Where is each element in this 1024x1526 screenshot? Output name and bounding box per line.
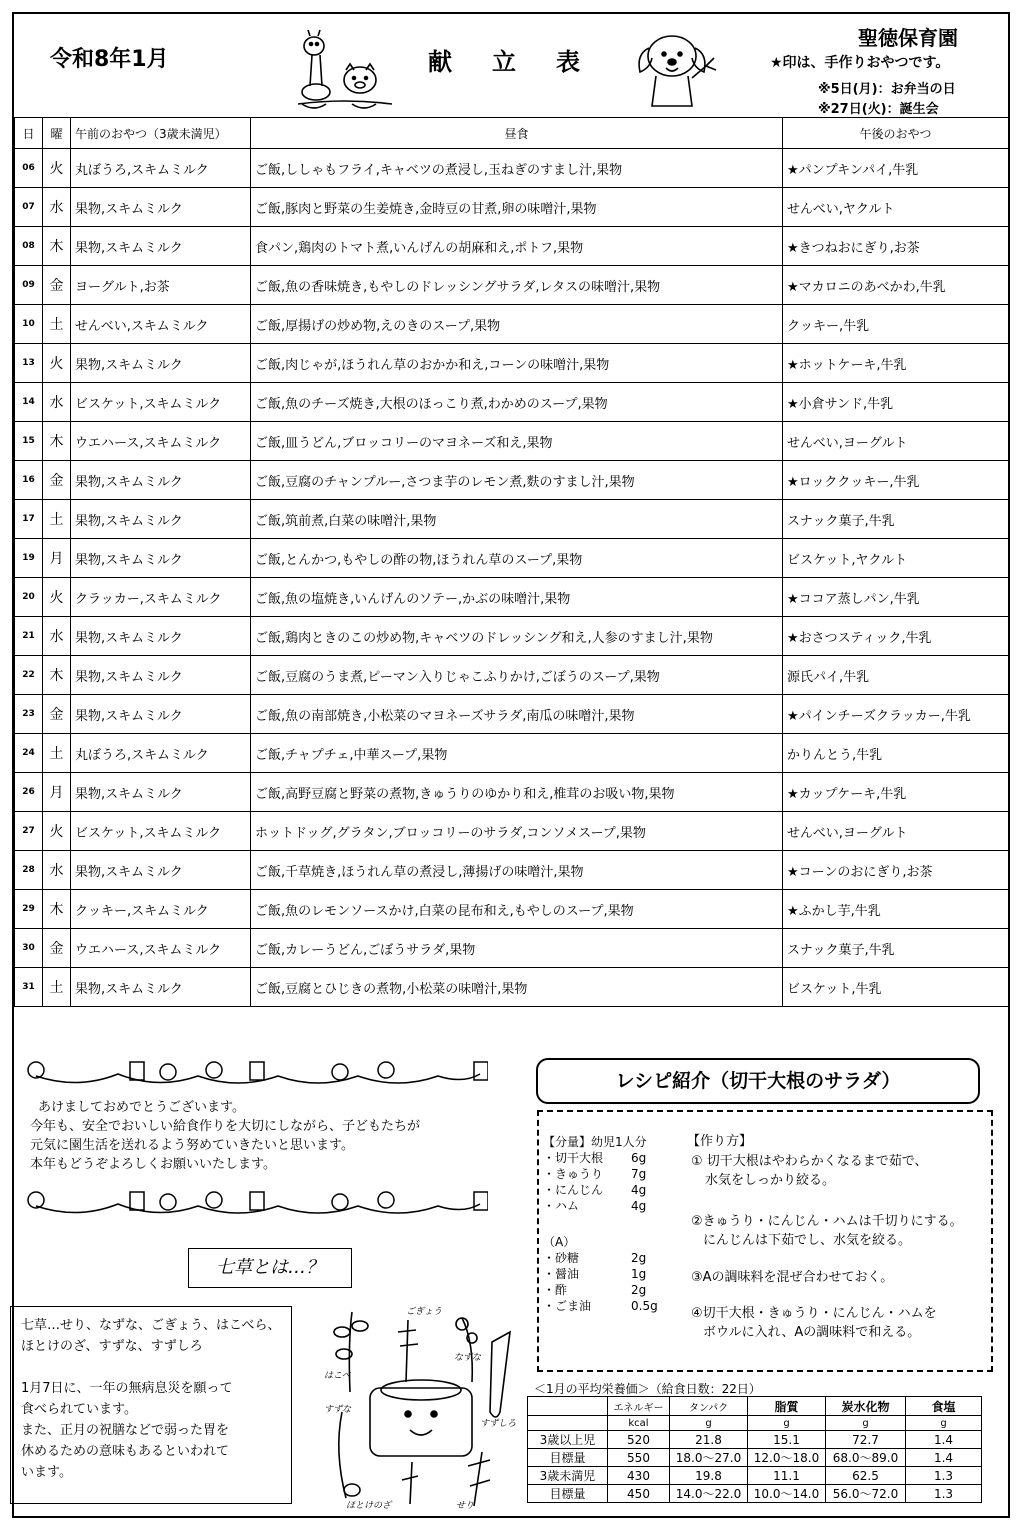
nutrition-unit: g bbox=[748, 1416, 826, 1431]
weekday-cell: 火 bbox=[43, 149, 71, 188]
lunch-cell: ご飯,とんかつ,もやしの酢の物,ほうれん草のスープ,果物 bbox=[251, 539, 783, 578]
table-row bbox=[15, 461, 1009, 500]
am-snack-cell: クラッカー,スキムミルク bbox=[71, 578, 251, 617]
weekday-cell: 木 bbox=[43, 890, 71, 929]
nutrition-value: 520 bbox=[608, 1431, 670, 1449]
lunch-cell: ご飯,チャプチェ,中華スープ,果物 bbox=[251, 734, 783, 773]
am-snack-cell: 果物,スキムミルク bbox=[71, 656, 251, 695]
giraffe-pig-illustration bbox=[290, 28, 400, 112]
seasoning-item: ・酢 2g bbox=[543, 1283, 647, 1297]
pm-snack-cell: ★カップケーキ,牛乳 bbox=[783, 773, 1009, 812]
nanakusa-line bbox=[21, 1357, 281, 1378]
weekday-cell: 月 bbox=[43, 773, 71, 812]
nanakusa-line: 食べられています。 bbox=[21, 1402, 137, 1417]
lunch-cell: ご飯,鶏肉ときのこの炒め物,キャベツのドレッシング和え,人参のすまし汁,果物 bbox=[251, 617, 783, 656]
lunch-cell: ご飯,皿うどん,ブロッコリーのマヨネーズ和え,果物 bbox=[251, 422, 783, 461]
pm-snack-cell: かりんとう,牛乳 bbox=[783, 734, 1009, 773]
lunch-cell: ご飯,魚のチーズ焼き,大根のほっこり煮,わかめのスープ,果物 bbox=[251, 383, 783, 422]
nutrition-unit: kcal bbox=[608, 1416, 670, 1431]
nutrition-header-row bbox=[528, 1397, 982, 1416]
pm-snack-cell: ★小倉サンド,牛乳 bbox=[783, 383, 1009, 422]
day-cell: 27 bbox=[15, 812, 43, 851]
weekday-cell: 木 bbox=[43, 422, 71, 461]
table-row bbox=[15, 149, 1009, 188]
am-snack-cell: ヨーグルト,お茶 bbox=[71, 266, 251, 305]
garland-bottom bbox=[18, 1184, 488, 1224]
day-cell: 08 bbox=[15, 227, 43, 266]
am-snack-cell: 果物,スキムミルク bbox=[71, 695, 251, 734]
am-snack-cell: クッキー,スキムミルク bbox=[71, 890, 251, 929]
day-cell: 21 bbox=[15, 617, 43, 656]
nutrition-header bbox=[528, 1397, 608, 1416]
day-cell: 07 bbox=[15, 188, 43, 227]
table-row bbox=[15, 539, 1009, 578]
am-snack-cell: 果物,スキムミルク bbox=[71, 188, 251, 227]
table-row bbox=[15, 890, 1009, 929]
am-snack-cell: せんべい,スキムミルク bbox=[71, 305, 251, 344]
pm-snack-cell: 源氏パイ,牛乳 bbox=[783, 656, 1009, 695]
table-row bbox=[15, 227, 1009, 266]
pm-snack-cell: ★パンプキンパイ,牛乳 bbox=[783, 149, 1009, 188]
lunch-cell: ご飯,カレーうどん,ごぼうサラダ,果物 bbox=[251, 929, 783, 968]
ingredient-item: ・切干大根 6g bbox=[543, 1151, 647, 1165]
recipe-title: レシピ紹介（切干大根のサラダ） bbox=[536, 1058, 980, 1104]
am-snack-cell: ウエハース,スキムミルク bbox=[71, 422, 251, 461]
table-row bbox=[15, 578, 1009, 617]
weekday-cell: 土 bbox=[43, 734, 71, 773]
day-cell: 22 bbox=[15, 656, 43, 695]
day-cell: 26 bbox=[15, 773, 43, 812]
day-cell: 13 bbox=[15, 344, 43, 383]
herb-label: はこべ bbox=[324, 1371, 351, 1381]
nutrition-header: 炭水化物 bbox=[826, 1397, 906, 1416]
menu-title: 献立表 bbox=[428, 48, 620, 76]
nutrition-header: 脂質 bbox=[748, 1397, 826, 1416]
weekday-cell: 金 bbox=[43, 929, 71, 968]
nutrition-row-label: 目標量 bbox=[528, 1449, 608, 1467]
day-cell: 29 bbox=[15, 890, 43, 929]
nanakusa-line: 七草…せり、なずな、ごぎょう、はこべら、 bbox=[21, 1318, 281, 1333]
nanakusa-title: 七草とは…？ bbox=[188, 1248, 352, 1288]
greeting-text bbox=[30, 1098, 420, 1174]
day-cell: 10 bbox=[15, 305, 43, 344]
school-name: 聖徳保育園 bbox=[858, 26, 958, 50]
method-step: ① 切干大根はやわらかくなるまで茹で、 bbox=[691, 1154, 928, 1169]
pm-snack-cell: ★ココア蒸しパン,牛乳 bbox=[783, 578, 1009, 617]
nutrition-header: 食塩 bbox=[906, 1397, 982, 1416]
day-cell: 20 bbox=[15, 578, 43, 617]
bento-note: ※5日(月)：お弁当の日 bbox=[818, 82, 956, 97]
nutrition-row-label: 3歳未満児 bbox=[528, 1467, 608, 1485]
am-snack-cell: ビスケット,スキムミルク bbox=[71, 383, 251, 422]
nutrition-unit bbox=[528, 1416, 608, 1431]
ingredient-item: ・にんじん 4g bbox=[543, 1183, 647, 1197]
table-row bbox=[15, 305, 1009, 344]
nanakusa-line: 休めるための意味もあるといわれて bbox=[21, 1444, 230, 1459]
pm-snack-cell: スナック菓子,牛乳 bbox=[783, 929, 1009, 968]
greeting-line: 本年もどうぞよろしくお願いいたします。 bbox=[30, 1157, 276, 1172]
table-header-row bbox=[15, 118, 1009, 149]
herb-label: せり bbox=[456, 1501, 475, 1510]
nutrition-value: 11.1 bbox=[748, 1467, 826, 1485]
lunch-cell: ホットドッグ,グラタン,ブロッコリーのサラダ,コンソメスープ,果物 bbox=[251, 812, 783, 851]
day-cell: 06 bbox=[15, 149, 43, 188]
lunch-cell: ご飯,魚のレモンソースかけ,白菜の昆布和え,もやしのスープ,果物 bbox=[251, 890, 783, 929]
col-lunch: 昼食 bbox=[251, 118, 783, 149]
pm-snack-cell: ビスケット,牛乳 bbox=[783, 968, 1009, 1007]
am-snack-cell: ウエハース,スキムミルク bbox=[71, 929, 251, 968]
table-row bbox=[15, 734, 1009, 773]
am-snack-cell: 果物,スキムミルク bbox=[71, 851, 251, 890]
greeting-line: 元気に園生活を送れるよう努めていきたいと思います。 bbox=[30, 1138, 354, 1153]
seven-herbs-illustration bbox=[322, 1302, 522, 1510]
table-row bbox=[15, 500, 1009, 539]
ingredient-item: ・きゅうり 7g bbox=[543, 1167, 647, 1181]
seasoning-list bbox=[543, 1250, 658, 1314]
pm-snack-cell: せんべい,ヤクルト bbox=[783, 188, 1009, 227]
nutrition-value: 1.3 bbox=[906, 1485, 982, 1503]
day-cell: 15 bbox=[15, 422, 43, 461]
birthday-note: ※27日(火)：誕生会 bbox=[818, 102, 939, 117]
lunch-cell: ご飯,ししゃもフライ,キャベツの煮浸し,玉ねぎのすまし汁,果物 bbox=[251, 149, 783, 188]
method-step: ④切干大根・きゅうり・にんじん・ハムを bbox=[691, 1306, 937, 1321]
table-row bbox=[15, 266, 1009, 305]
pm-snack-cell: ★ふかし芋,牛乳 bbox=[783, 890, 1009, 929]
seasoning-label: （A） bbox=[543, 1235, 576, 1249]
nutrition-value: 56.0～72.0 bbox=[826, 1485, 906, 1503]
nutrition-value: 450 bbox=[608, 1485, 670, 1503]
am-snack-cell: 果物,スキムミルク bbox=[71, 461, 251, 500]
weekday-cell: 金 bbox=[43, 695, 71, 734]
nutrition-row bbox=[528, 1449, 982, 1467]
nutrition-unit-row bbox=[528, 1416, 982, 1431]
am-snack-cell: 果物,スキムミルク bbox=[71, 344, 251, 383]
nutrition-unit: g bbox=[906, 1416, 982, 1431]
day-cell: 30 bbox=[15, 929, 43, 968]
weekday-cell: 木 bbox=[43, 656, 71, 695]
nutrition-title: ＜1月の平均栄養価＞（給食日数：22日） bbox=[534, 1382, 761, 1396]
weekday-cell: 金 bbox=[43, 266, 71, 305]
weekday-cell: 水 bbox=[43, 617, 71, 656]
lunch-cell: ご飯,豆腐とひじきの煮物,小松菜の味噌汁,果物 bbox=[251, 968, 783, 1007]
nutrition-value: 72.7 bbox=[826, 1431, 906, 1449]
nutrition-value: 10.0～14.0 bbox=[748, 1485, 826, 1503]
herb-label: なずな bbox=[454, 1353, 482, 1363]
am-snack-cell: 果物,スキムミルク bbox=[71, 617, 251, 656]
col-pm-snack: 午後のおやつ bbox=[783, 118, 1009, 149]
nutrition-unit: g bbox=[826, 1416, 906, 1431]
star-note: ★印は、手作りおやつです。 bbox=[770, 55, 950, 71]
pm-snack-cell: せんべい,ヨーグルト bbox=[783, 422, 1009, 461]
method-step: ボウルに入れ、Aの調味料で和える。 bbox=[703, 1325, 921, 1340]
lunch-cell: ご飯,厚揚げの炒め物,えのきのスープ,果物 bbox=[251, 305, 783, 344]
dog-illustration bbox=[622, 28, 722, 112]
portion-label: 【分量】幼児1人分 bbox=[543, 1135, 647, 1149]
weekday-cell: 土 bbox=[43, 305, 71, 344]
am-snack-cell: 果物,スキムミルク bbox=[71, 500, 251, 539]
table-row bbox=[15, 383, 1009, 422]
method-step: ③Aの調味料を混ぜ合わせておく。 bbox=[691, 1270, 894, 1285]
lunch-cell: ご飯,豆腐のチャンプルー,さつま芋のレモン煮,麩のすまし汁,果物 bbox=[251, 461, 783, 500]
pm-snack-cell: クッキー,牛乳 bbox=[783, 305, 1009, 344]
day-cell: 14 bbox=[15, 383, 43, 422]
nutrition-value: 14.0～22.0 bbox=[670, 1485, 748, 1503]
lunch-cell: ご飯,千草焼き,ほうれん草の煮浸し,薄揚げの味噌汁,果物 bbox=[251, 851, 783, 890]
method-label: 【作り方】 bbox=[687, 1134, 753, 1149]
table-row bbox=[15, 188, 1009, 227]
nutrition-row-label: 3歳以上児 bbox=[528, 1431, 608, 1449]
pm-snack-cell: ★きつねおにぎり,お茶 bbox=[783, 227, 1009, 266]
nutrition-row-label: 目標量 bbox=[528, 1485, 608, 1503]
am-snack-cell: 果物,スキムミルク bbox=[71, 539, 251, 578]
nutrition-value: 19.8 bbox=[670, 1467, 748, 1485]
nutrition-value: 1.3 bbox=[906, 1467, 982, 1485]
herb-label: すずな bbox=[324, 1405, 352, 1415]
table-row bbox=[15, 773, 1009, 812]
pm-snack-cell: ★ロッククッキー,牛乳 bbox=[783, 461, 1009, 500]
day-cell: 28 bbox=[15, 851, 43, 890]
weekday-cell: 土 bbox=[43, 968, 71, 1007]
herb-label: ほとけのざ bbox=[346, 1501, 392, 1510]
lunch-cell: ご飯,筑前煮,白菜の味噌汁,果物 bbox=[251, 500, 783, 539]
method-step: にんじんは下茹でし、水気を絞る。 bbox=[703, 1233, 912, 1248]
table-row bbox=[15, 617, 1009, 656]
col-weekday: 曜 bbox=[43, 118, 71, 149]
nanakusa-text bbox=[10, 1306, 292, 1504]
greeting-line: 今年も、安全でおいしい給食作りを大切にしながら、子どもたちが bbox=[30, 1119, 421, 1134]
nutrition-unit: g bbox=[670, 1416, 748, 1431]
am-snack-cell: ビスケット,スキムミルク bbox=[71, 812, 251, 851]
nanakusa-line: ほとけのざ、すずな、すずしろ bbox=[21, 1339, 203, 1354]
lunch-cell: ご飯,魚の塩焼き,いんげんのソテー,かぶの味噌汁,果物 bbox=[251, 578, 783, 617]
am-snack-cell: 丸ぼうろ,スキムミルク bbox=[71, 734, 251, 773]
nutrition-value: 15.1 bbox=[748, 1431, 826, 1449]
lunch-cell: ご飯,魚の南部焼き,小松菜のマヨネーズサラダ,南瓜の味噌汁,果物 bbox=[251, 695, 783, 734]
table-row bbox=[15, 851, 1009, 890]
lunch-cell: ご飯,肉じゃが,ほうれん草のおかか和え,コーンの味噌汁,果物 bbox=[251, 344, 783, 383]
ingredient-list bbox=[543, 1150, 646, 1214]
day-cell: 16 bbox=[15, 461, 43, 500]
greeting-line: あけましておめでとうございます。 bbox=[38, 1100, 245, 1115]
nutrition-value: 1.4 bbox=[906, 1431, 982, 1449]
lunch-cell: 食パン,鶏肉のトマト煮,いんげんの胡麻和え,ポトフ,果物 bbox=[251, 227, 783, 266]
table-row bbox=[15, 422, 1009, 461]
nanakusa-line: また、正月の祝膳などで弱った胃を bbox=[21, 1423, 230, 1438]
nutrition-value: 62.5 bbox=[826, 1467, 906, 1485]
am-snack-cell: 果物,スキムミルク bbox=[71, 773, 251, 812]
nutrition-header: エネルギー bbox=[608, 1397, 670, 1416]
weekday-cell: 水 bbox=[43, 188, 71, 227]
lunch-cell: ご飯,豆腐のうま煮,ピーマン入りじゃこふりかけ,ごぼうのスープ,果物 bbox=[251, 656, 783, 695]
nutrition-row bbox=[528, 1467, 982, 1485]
lunch-cell: ご飯,魚の香味焼き,もやしのドレッシングサラダ,レタスの味噌汁,果物 bbox=[251, 266, 783, 305]
seasoning-item: ・ごま油 0.5g bbox=[543, 1299, 658, 1313]
menu-table bbox=[14, 117, 1009, 1007]
seasoning-item: ・醤油 1g bbox=[543, 1267, 647, 1281]
herb-label: すずしろ bbox=[480, 1419, 517, 1429]
day-cell: 17 bbox=[15, 500, 43, 539]
month-title: 令和8年1月 bbox=[50, 47, 169, 72]
nutrition-row bbox=[528, 1431, 982, 1449]
weekday-cell: 土 bbox=[43, 500, 71, 539]
table-row bbox=[15, 695, 1009, 734]
pm-snack-cell: ★パインチーズクラッカー,牛乳 bbox=[783, 695, 1009, 734]
method-step: ②きゅうり・にんじん・ハムは千切りにする。 bbox=[691, 1214, 963, 1229]
nutrition-value: 1.4 bbox=[906, 1449, 982, 1467]
garland-top bbox=[18, 1054, 488, 1094]
ingredient-item: ・ハム 4g bbox=[543, 1199, 647, 1213]
weekday-cell: 火 bbox=[43, 344, 71, 383]
weekday-cell: 火 bbox=[43, 812, 71, 851]
col-day: 日 bbox=[15, 118, 43, 149]
pm-snack-cell: ★おさつスティック,牛乳 bbox=[783, 617, 1009, 656]
am-snack-cell: 果物,スキムミルク bbox=[71, 227, 251, 266]
day-cell: 23 bbox=[15, 695, 43, 734]
pm-snack-cell: ★ホットケーキ,牛乳 bbox=[783, 344, 1009, 383]
herb-label: ごぎょう bbox=[406, 1307, 443, 1317]
nutrition-row bbox=[528, 1485, 982, 1503]
nutrition-value: 430 bbox=[608, 1467, 670, 1485]
lunch-cell: ご飯,豚肉と野菜の生姜焼き,金時豆の甘煮,卵の味噌汁,果物 bbox=[251, 188, 783, 227]
table-row bbox=[15, 968, 1009, 1007]
weekday-cell: 火 bbox=[43, 578, 71, 617]
day-cell: 19 bbox=[15, 539, 43, 578]
pm-snack-cell: スナック菓子,牛乳 bbox=[783, 500, 1009, 539]
nutrition-table bbox=[527, 1396, 982, 1503]
day-cell: 31 bbox=[15, 968, 43, 1007]
am-snack-cell: 丸ぼうろ,スキムミルク bbox=[71, 149, 251, 188]
method-step: 水気をしっかり絞る。 bbox=[705, 1173, 836, 1188]
recipe-box bbox=[537, 1110, 993, 1372]
pm-snack-cell: ★コーンのおにぎり,お茶 bbox=[783, 851, 1009, 890]
weekday-cell: 水 bbox=[43, 383, 71, 422]
weekday-cell: 金 bbox=[43, 461, 71, 500]
day-cell: 09 bbox=[15, 266, 43, 305]
pm-snack-cell: せんべい,ヨーグルト bbox=[783, 812, 1009, 851]
table-row bbox=[15, 344, 1009, 383]
pm-snack-cell: ★マカロニのあべかわ,牛乳 bbox=[783, 266, 1009, 305]
nutrition-value: 21.8 bbox=[670, 1431, 748, 1449]
nutrition-value: 550 bbox=[608, 1449, 670, 1467]
day-cell: 24 bbox=[15, 734, 43, 773]
table-row bbox=[15, 656, 1009, 695]
nutrition-value: 68.0～89.0 bbox=[826, 1449, 906, 1467]
weekday-cell: 水 bbox=[43, 851, 71, 890]
pm-snack-cell: ビスケット,ヤクルト bbox=[783, 539, 1009, 578]
table-row bbox=[15, 929, 1009, 968]
weekday-cell: 木 bbox=[43, 227, 71, 266]
table-row bbox=[15, 812, 1009, 851]
nutrition-value: 12.0～18.0 bbox=[748, 1449, 826, 1467]
am-snack-cell: 果物,スキムミルク bbox=[71, 968, 251, 1007]
col-am-snack: 午前のおやつ（3歳未満児） bbox=[71, 118, 251, 149]
nanakusa-line: います。 bbox=[21, 1465, 72, 1480]
seasoning-item: ・砂糖 2g bbox=[543, 1251, 647, 1265]
nutrition-value: 18.0～27.0 bbox=[670, 1449, 748, 1467]
weekday-cell: 月 bbox=[43, 539, 71, 578]
nanakusa-line: 1月7日に、一年の無病息災を願って bbox=[21, 1381, 233, 1396]
nutrition-header: タンパク bbox=[670, 1397, 748, 1416]
lunch-cell: ご飯,高野豆腐と野菜の煮物,きゅうりのゆかり和え,椎茸のお吸い物,果物 bbox=[251, 773, 783, 812]
